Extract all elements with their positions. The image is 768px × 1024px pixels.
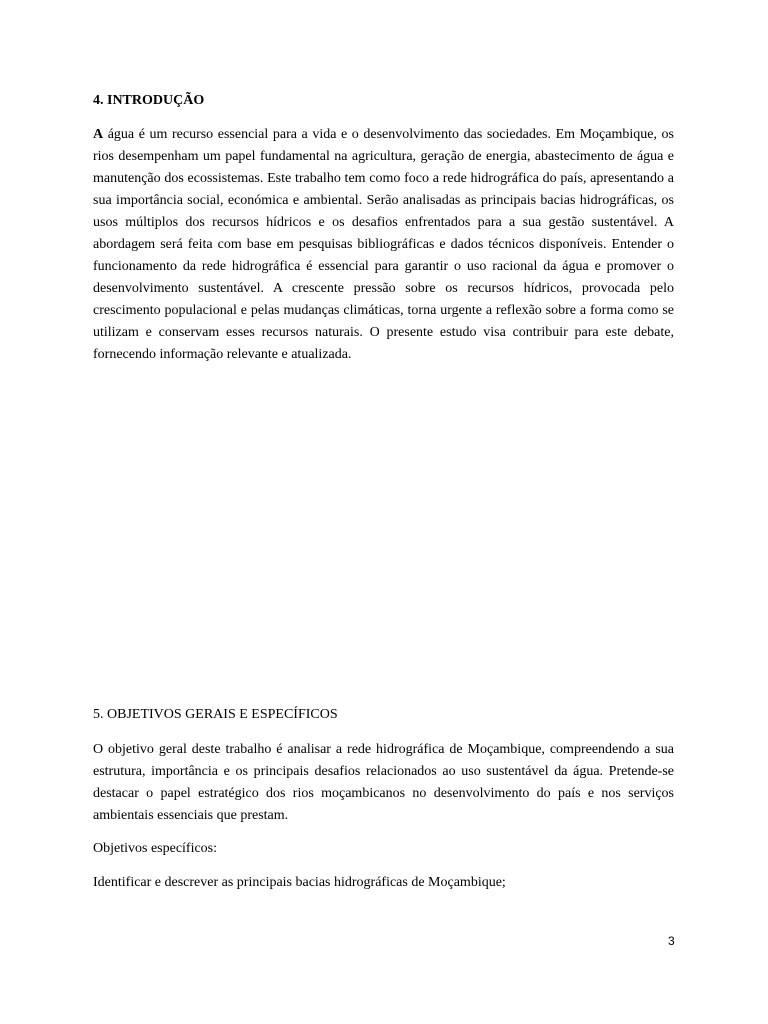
intro-heading: 4. INTRODUÇÃO (93, 93, 205, 108)
intro-body-text: água é um recurso essencial para a vida e o desenvolvimento das sociedades. Em Moçambique, os rios desempenham um papel fundamental na agricultura, geração de energia, abastecimento de água e manutenção dos ecossistemas. Este trabalho tem como foco a rede hidrográfica do país, apresentando a sua importância social, económica e ambiental. Serão analisadas as principais bacias hidrográficas, os usos múltiplos dos recursos hídricos e os desafios enfrentados para a sua gestão sustentável. A abordagem será feita com base em pesquisas bibliográficas e dados técnicos disponíveis. Entender o funcionamento da rede hidrográfica é essencial para garantir o uso racional da água e promover o desenvolvimento sustentável. A crescente pressão sobre os recursos hídricos, provocada pelo crescimento populacional e pelas mudanças climáticas, torna urgente a reflexão sobre a forma como se utilizam e conservam esses recursos naturais. O presente estudo visa contribuir para este debate, fornecendo informação relevante e atualizada. (93, 127, 674, 362)
page-number: 3 (668, 934, 675, 948)
specific-objective-item: Identificar e descrever as principais bacias hidrográficas de Moçambique; (93, 875, 506, 890)
intro-lead-letter: A (93, 127, 104, 142)
objectives-general-paragraph: O objetivo geral deste trabalho é analisar a rede hidrográfica de Moçambique, compreendendo a sua estrutura, importância e os principais desafios relacionados ao uso sustentável da água. Pretende-se destacar o papel estratégico dos rios moçambicanos no desenvolvimento do país e nos serviços ambientais essenciais que prestam. (93, 742, 674, 823)
specific-objectives-label: Objetivos específicos: (93, 841, 218, 856)
intro-paragraph (93, 124, 674, 366)
objectives-heading: 5. OBJETIVOS GERAIS E ESPECÍFICOS (93, 707, 338, 722)
